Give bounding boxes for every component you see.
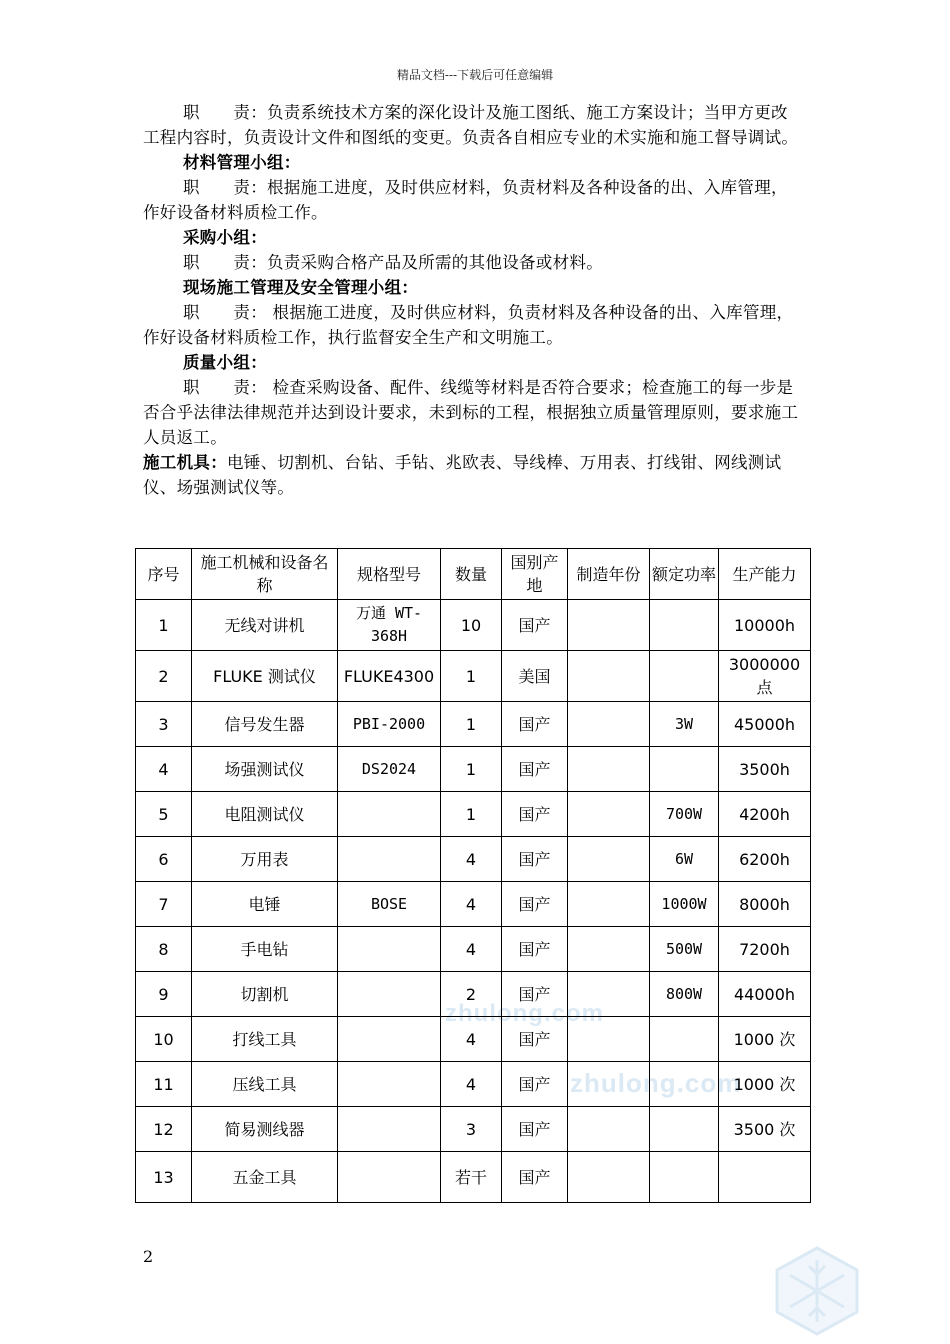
table-cell: 4 (441, 927, 502, 972)
tools-label: 施工机具： (143, 453, 227, 472)
tools-text: 电锤、切割机、台钻、手钻、兆欧表、导线棒、万用表、打线钳、网线测试仪、场强测试仪等。 (143, 453, 782, 497)
table-cell (568, 927, 650, 972)
header-cell: 生产能力 (719, 549, 811, 600)
table-cell: 国产 (502, 792, 568, 837)
table-cell: 4 (441, 1062, 502, 1107)
table-cell: 国产 (502, 927, 568, 972)
section-heading (143, 150, 803, 175)
table-row (136, 651, 811, 702)
header-cell: 序号 (136, 549, 192, 600)
snowflake-logo-icon (757, 1240, 877, 1340)
table-cell (650, 651, 719, 702)
table-cell: 1 (136, 600, 192, 651)
table-cell (338, 1017, 441, 1062)
table-cell: PBI-2000 (338, 702, 441, 747)
table-cell (568, 651, 650, 702)
table-cell: 700W (650, 792, 719, 837)
table-row (136, 1152, 811, 1203)
table-cell: 3000000点 (719, 651, 811, 702)
table-row (136, 927, 811, 972)
table-cell: 4 (441, 1017, 502, 1062)
table-cell: 1000 次 (719, 1062, 811, 1107)
heading-text: 现场施工管理及安全管理小组： (183, 278, 419, 297)
table-cell: 1000W (650, 882, 719, 927)
table-cell: 44000h (719, 972, 811, 1017)
table-cell: 2 (441, 972, 502, 1017)
table-row (136, 792, 811, 837)
table-cell: 8000h (719, 882, 811, 927)
table-cell: 国产 (502, 600, 568, 651)
table-cell (719, 1152, 811, 1203)
table-cell: 7 (136, 882, 192, 927)
table-cell: 打线工具 (192, 1017, 338, 1062)
table-cell (338, 1062, 441, 1107)
table-cell: 切割机 (192, 972, 338, 1017)
table-cell: 8 (136, 927, 192, 972)
table-cell (568, 1062, 650, 1107)
table-cell (568, 792, 650, 837)
tools-paragraph (143, 450, 803, 500)
table-cell: 4200h (719, 792, 811, 837)
table-cell (650, 1017, 719, 1062)
table-row (136, 702, 811, 747)
table-cell: 3 (136, 702, 192, 747)
table-cell: FLUKE 测试仪 (192, 651, 338, 702)
heading-text: 质量小组： (183, 353, 267, 372)
table-cell (338, 792, 441, 837)
table-cell: 国产 (502, 1062, 568, 1107)
table-cell: 电阻测试仪 (192, 792, 338, 837)
table-cell: DS2024 (338, 747, 441, 792)
table-cell: 1 (441, 651, 502, 702)
table-cell: FLUKE4300 (338, 651, 441, 702)
table-cell (650, 1152, 719, 1203)
table-cell: 场强测试仪 (192, 747, 338, 792)
header-cell: 施工机械和设备名称 (192, 549, 338, 600)
duty-text: 根据施工进度，及时供应材料，负责材料及各种设备的出、入库管理，作好设备材料质检工作。 (143, 178, 788, 222)
section-heading (143, 275, 803, 300)
table-cell: 6 (136, 837, 192, 882)
table-row (136, 1017, 811, 1062)
table-cell: BOSE (338, 882, 441, 927)
header-cell: 制造年份 (568, 549, 650, 600)
table-cell: 简易测线器 (192, 1107, 338, 1152)
page-number: 2 (143, 1247, 154, 1266)
table-cell: 电锤 (192, 882, 338, 927)
duty-label: 职 责： (183, 303, 267, 322)
duty-label: 职 责： (183, 378, 267, 397)
table-row (136, 1107, 811, 1152)
table-cell: 1 (441, 747, 502, 792)
table-cell: 4 (441, 882, 502, 927)
table-cell: 国产 (502, 882, 568, 927)
table-cell: 5 (136, 792, 192, 837)
table-cell: 11 (136, 1062, 192, 1107)
table-cell: 500W (650, 927, 719, 972)
table-cell: 国产 (502, 972, 568, 1017)
table-cell: 6W (650, 837, 719, 882)
duty-text: 检查采购设备、配件、线缆等材料是否符合要求；检查施工的每一步是否合乎法律法律规范并达到设计要求，未到标的工程，根据独立质量管理原则，要求施工人员返工。 (143, 378, 799, 447)
equipment-table (135, 548, 811, 1203)
watermark: zhulong.com (570, 1068, 742, 1098)
document-body (143, 100, 803, 500)
table-cell: 9 (136, 972, 192, 1017)
table-cell: 信号发生器 (192, 702, 338, 747)
table-cell: 3500h (719, 747, 811, 792)
table-cell: 美国 (502, 651, 568, 702)
header-cell: 额定功率 (650, 549, 719, 600)
table-cell: 45000h (719, 702, 811, 747)
table-cell: 1 (441, 702, 502, 747)
table-cell: 10 (136, 1017, 192, 1062)
duty-paragraph-3 (143, 250, 803, 275)
duty-text: 负责系统技术方案的深化设计及施工图纸、施工方案设计；当甲方更改工程内容时，负责设计文件和图纸的变更。负责各自相应专业的术实施和施工督导调试。 (143, 103, 799, 147)
table-cell (568, 747, 650, 792)
table-cell: 压线工具 (192, 1062, 338, 1107)
table-cell (568, 1107, 650, 1152)
duty-text: 负责采购合格产品及所需的其他设备或材料。 (267, 253, 603, 272)
table-cell (338, 1152, 441, 1203)
table-cell: 手电钻 (192, 927, 338, 972)
table-cell: 国产 (502, 1017, 568, 1062)
table-row (136, 600, 811, 651)
table-cell (568, 702, 650, 747)
heading-text: 采购小组： (183, 228, 267, 247)
table-cell: 2 (136, 651, 192, 702)
table-cell: 3W (650, 702, 719, 747)
table-cell: 国产 (502, 747, 568, 792)
table-cell (650, 600, 719, 651)
table-cell: 4 (136, 747, 192, 792)
table-header-row (136, 549, 811, 600)
section-heading (143, 350, 803, 375)
table-cell: 国产 (502, 837, 568, 882)
table-row (136, 747, 811, 792)
table-cell: 若干 (441, 1152, 502, 1203)
page-header: 精品文档---下载后可任意编辑 (396, 68, 554, 82)
table-cell: 4 (441, 837, 502, 882)
duty-paragraph-1 (143, 100, 803, 150)
table-cell: 12 (136, 1107, 192, 1152)
table-cell: 800W (650, 972, 719, 1017)
table-cell (650, 1107, 719, 1152)
table-cell: 13 (136, 1152, 192, 1203)
table-cell: 国产 (502, 1152, 568, 1203)
table-cell (568, 600, 650, 651)
table-row (136, 837, 811, 882)
table-cell (338, 837, 441, 882)
header-cell: 国别产地 (502, 549, 568, 600)
watermark: zhulong.com (445, 1000, 604, 1027)
duty-label: 职 责： (183, 103, 267, 122)
table-cell: 万通 WT-368H (338, 600, 441, 651)
table-cell: 国产 (502, 702, 568, 747)
duty-paragraph-2 (143, 175, 803, 225)
table-cell: 万用表 (192, 837, 338, 882)
table-cell: 10 (441, 600, 502, 651)
table-row (136, 1062, 811, 1107)
heading-text: 材料管理小组： (183, 153, 301, 172)
duty-paragraph-5 (143, 375, 803, 450)
table-cell (568, 972, 650, 1017)
table-cell (568, 1017, 650, 1062)
duty-paragraph-4 (143, 300, 803, 350)
table-cell: 3 (441, 1107, 502, 1152)
duty-label: 职 责： (183, 178, 267, 197)
table-cell (650, 747, 719, 792)
table-cell (650, 1062, 719, 1107)
table-row (136, 972, 811, 1017)
section-heading (143, 225, 803, 250)
table-cell (568, 837, 650, 882)
table-cell (338, 972, 441, 1017)
header-cell: 规格型号 (338, 549, 441, 600)
table-cell (568, 882, 650, 927)
table-cell: 五金工具 (192, 1152, 338, 1203)
table-cell: 3500 次 (719, 1107, 811, 1152)
table-cell: 国产 (502, 1107, 568, 1152)
table-cell: 1 (441, 792, 502, 837)
duty-label: 职 责： (183, 253, 267, 272)
table-cell: 6200h (719, 837, 811, 882)
duty-text: 根据施工进度，及时供应材料，负责材料及各种设备的出、入库管理， 作好设备材料质检工作，执行监督安全生产和文明施工。 (143, 303, 802, 347)
table-cell: 1000 次 (719, 1017, 811, 1062)
table-cell (338, 1107, 441, 1152)
table-cell: 无线对讲机 (192, 600, 338, 651)
table-cell: 10000h (719, 600, 811, 651)
header-cell: 数量 (441, 549, 502, 600)
table-cell (338, 927, 441, 972)
table-cell: 7200h (719, 927, 811, 972)
table-row (136, 882, 811, 927)
table-cell (568, 1152, 650, 1203)
